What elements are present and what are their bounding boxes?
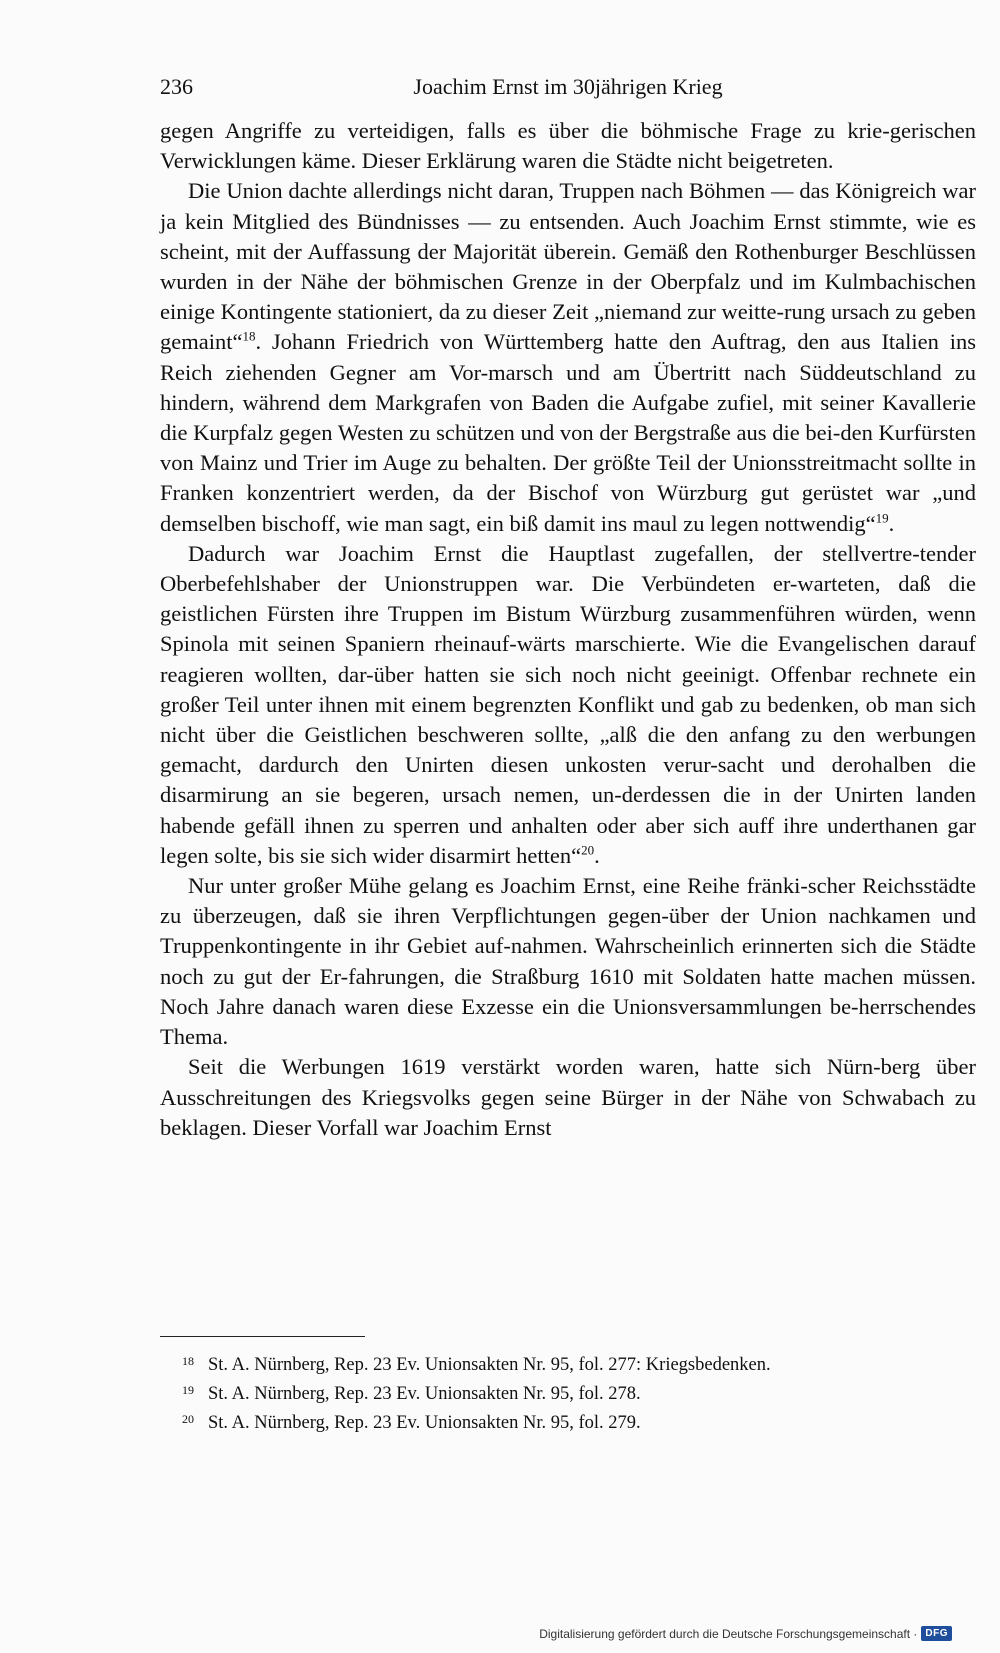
paragraph [160, 871, 976, 1052]
footnote [182, 1349, 976, 1378]
footnote-number: 20 [182, 1412, 194, 1426]
paragraph-text: . Johann Friedrich von Württemberg hatte den Auftrag, den aus Italien ins Reich ziehenden Gegner am Vor-marsch und am Übertritt nach Süddeutschland zu hindern, während dem Markgrafen von Baden die Aufgabe zufiel, mit seiner Kavallerie die Kurpfalz gegen Westen zu schützen und von der Bergstraße aus die bei-den Kurfürsten von Mainz und Trier im Auge zu behalten. Der größte Teil der Unionsstreitmacht sollte in Franken konzentriert werden, da der Bischof von Würzburg gut gerüstet war „und demselben bischoff, wie man sagt, ein biß damit ins maul zu legen nottwendig“ [160, 329, 976, 536]
paragraph-text: . [594, 842, 600, 868]
paragraph-text: . [888, 510, 895, 536]
paragraph-text: Die Union dachte allerdings nicht daran, Truppen nach Böhmen — das Königreich war ja kein Mitglied des Bündnisses — zu entsenden. Auch Joachim Ernst stimmte, wie es scheint, mit der Auffassung der Majorität überein. Gemäß den Rothenburger Beschlüssen wurden in der Nähe der böhmischen Grenze in der Oberpfalz und im Kulmbachischen einige Kontingente stationiert, da zu dieser Zeit „niemand zur weitte-rung ursach zu geben gemaint“ [160, 178, 976, 355]
footnote [182, 1407, 976, 1436]
footnote-reference: 20 [581, 842, 595, 858]
footnote [182, 1378, 976, 1407]
paragraph-text: gegen Angriffe zu verteidigen, falls es über die böhmische Frage zu krie-gerischen Verwicklungen käme. Dieser Erklärung waren die Städte nicht beigetreten. [160, 118, 976, 174]
running-title: Joachim Ernst im 30jährigen Krieg [413, 74, 723, 99]
paragraph-text: Dadurch war Joachim Ernst die Hauptlast zugefallen, der stellvertre-tender Oberbefehlshaber der Unionstruppen war. Die Verbündeten er-warteten, daß die geistlichen Fürsten ihre Truppen im Bistum Würzburg zusammenführen würden, wenn Spinola mit seinen Spaniern rheinauf-wärts marschierte. Wie die Evangelischen darauf reagieren wollten, dar-über hatten sie sich noch nicht geeinigt. Offenbar rechnete ein großer Teil unter ihnen mit einem begrenzten Konflikt und gab zu bedenken, ob man sich nicht über die Geistlichen beschweren sollte, „alß die den anfang zu den werbungen gemacht, dardurch den Unirten diesen unkosten verur-sacht und derohalben die disarmirung an sie begeren, ursach nemen, un-derdessen die in der Unirten landen habende gefäll ihnen zu sperren und anhalten oder aber sich auff ihre underthanen gar legen solte, bis sie sich wider disarmirt hetten“ [160, 540, 976, 868]
footnote-text: St. A. Nürnberg, Rep. 23 Ev. Unionsakten Nr. 95, fol. 279. [208, 1413, 641, 1433]
paragraph [160, 539, 976, 871]
footnote-text: St. A. Nürnberg, Rep. 23 Ev. Unionsakten Nr. 95, fol. 278. [208, 1384, 641, 1404]
page-number: 236 [160, 74, 193, 99]
paragraph-text: Nur unter großer Mühe gelang es Joachim Ernst, eine Reihe fränki-scher Reichsstädte zu überzeugen, daß sie ihren Verpflichtungen gegen-über der Union nachkamen und Truppenkontingente in ihr Gebiet auf-nahmen. Wahrscheinlich erinnerten sich die Städte noch zu gut der Er-fahrungen, die Straßburg 1610 mit Soldaten hatte machen müssen. Noch Jahre danach waren diese Exzesse ein die Unionsversammlungen be-herrschendes Thema. [160, 873, 976, 1050]
footnote-divider [160, 1336, 365, 1337]
footnote-number: 18 [182, 1354, 194, 1368]
paragraph [160, 116, 976, 176]
credit-text: Digitalisierung gefördert durch die Deutsche Forschungsgemeinschaft · [539, 1626, 918, 1641]
footnote-text: St. A. Nürnberg, Rep. 23 Ev. Unionsakten Nr. 95, fol. 277: Kriegsbedenken. [208, 1355, 771, 1375]
footnote-reference: 18 [242, 328, 256, 344]
paragraph [160, 1052, 976, 1143]
dfg-logo: DFG [921, 1626, 952, 1641]
digitization-credit [539, 1626, 952, 1641]
footnotes [182, 1349, 976, 1436]
footnote-number: 19 [182, 1383, 194, 1397]
page-header [160, 70, 976, 104]
main-text [160, 116, 976, 1143]
footnote-reference: 19 [875, 510, 889, 526]
paragraph [160, 176, 976, 538]
paragraph-text: Seit die Werbungen 1619 verstärkt worden waren, hatte sich Nürn-berg über Ausschreitungen des Kriegsvolks gegen seine Bürger in der Nähe von Schwabach zu beklagen. Dieser Vorfall war Joachim Ernst [160, 1054, 976, 1140]
